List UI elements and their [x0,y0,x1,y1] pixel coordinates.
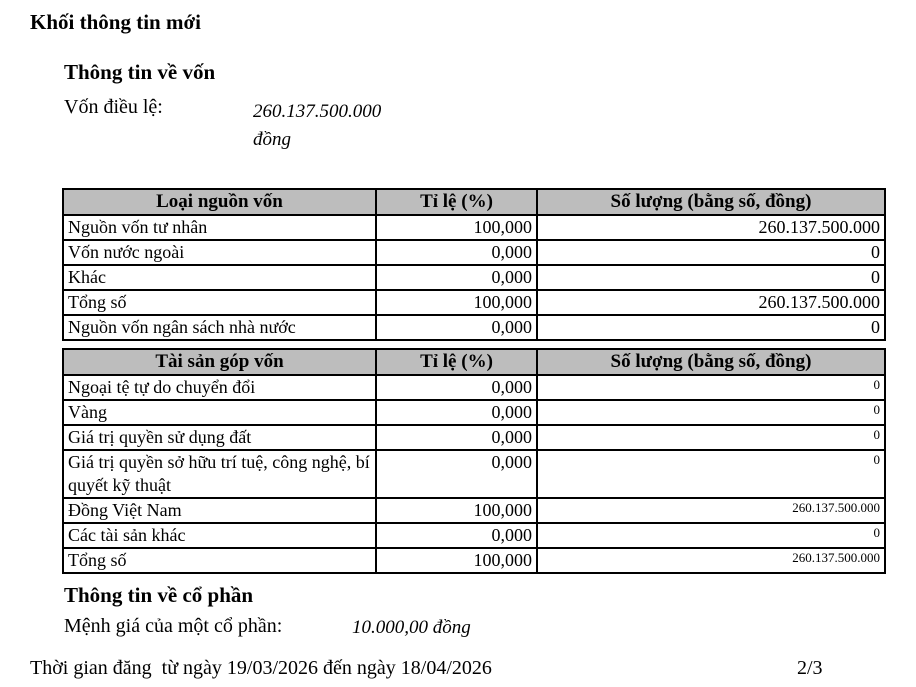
table-header-cell: Tỉ lệ (%) [376,349,537,375]
charter-capital-amount: 260.137.500.000 [253,101,382,122]
charter-capital-unit: đồng [253,129,291,150]
table-cell: 0,000 [376,523,537,548]
capital-section-heading: Thông tin về vốn [64,60,216,84]
table-row [63,290,885,315]
table-cell: 260.137.500.000 [537,290,885,315]
table-cell: 100,000 [376,215,537,240]
table-cell: Nguồn vốn ngân sách nhà nước [63,315,376,340]
table-cell: 0,000 [376,240,537,265]
table-cell: 0 [537,400,885,425]
table-cell: 260.137.500.000 [537,498,885,523]
capital-source-table [62,188,886,341]
table-header-cell: Số lượng (bằng số, đồng) [537,189,885,215]
table-cell: Vốn nước ngoài [63,240,376,265]
table-header-cell: Tỉ lệ (%) [376,189,537,215]
table-header-cell: Loại nguồn vốn [63,189,376,215]
table-cell: 0 [537,523,885,548]
table-cell: Nguồn vốn tư nhân [63,215,376,240]
table-row [63,400,885,425]
table-header-cell: Tài sản góp vốn [63,349,376,375]
table-row [63,498,885,523]
table-cell: 0,000 [376,265,537,290]
table-cell: 0,000 [376,425,537,450]
table-row [63,523,885,548]
table-row [63,375,885,400]
shares-section-heading: Thông tin về cổ phần [64,583,254,607]
table-cell: 0 [537,375,885,400]
table-cell: 260.137.500.000 [537,548,885,573]
table-cell: 0,000 [376,315,537,340]
table-cell: Khác [63,265,376,290]
table-cell: Giá trị quyền sử dụng đất [63,425,376,450]
table-row [63,315,885,340]
table-cell: 0 [537,425,885,450]
publish-period: Thời gian đăng từ ngày 19/03/2026 đến ngày 18/04/2026 [30,657,492,679]
table-cell: 0 [537,265,885,290]
table-cell: Tổng số [63,290,376,315]
table-row [63,215,885,240]
share-par-value: 10.000,00 đồng [352,617,471,638]
table-row [63,425,885,450]
charter-capital-value [253,98,381,154]
contributed-assets-table [62,348,886,574]
page-title: Khối thông tin mới [30,10,201,34]
table-cell: 0 [537,450,885,498]
table-row [63,548,885,573]
table-cell: Giá trị quyền sở hữu trí tuệ, công nghệ, bí quyết kỹ thuật [63,450,376,498]
table-cell: Tổng số [63,548,376,573]
charter-capital-label: Vốn điều lệ: [64,96,163,118]
share-par-value-label: Mệnh giá của một cổ phần: [64,615,283,637]
table-cell: Vàng [63,400,376,425]
table-header-row [63,349,885,375]
table-cell: 100,000 [376,498,537,523]
table-cell: 0,000 [376,400,537,425]
table-cell: 0 [537,315,885,340]
page-number: 2/3 [797,657,823,679]
table-cell: 0 [537,240,885,265]
table-cell: 100,000 [376,548,537,573]
table-cell: Các tài sản khác [63,523,376,548]
table-cell: 100,000 [376,290,537,315]
table-cell: 0,000 [376,450,537,498]
table-row [63,240,885,265]
table-cell: 0,000 [376,375,537,400]
table-header-cell: Số lượng (bằng số, đồng) [537,349,885,375]
table-cell: Đồng Việt Nam [63,498,376,523]
table-header-row [63,189,885,215]
table-row [63,450,885,498]
table-row [63,265,885,290]
table-cell: 260.137.500.000 [537,215,885,240]
table-cell: Ngoại tệ tự do chuyển đổi [63,375,376,400]
